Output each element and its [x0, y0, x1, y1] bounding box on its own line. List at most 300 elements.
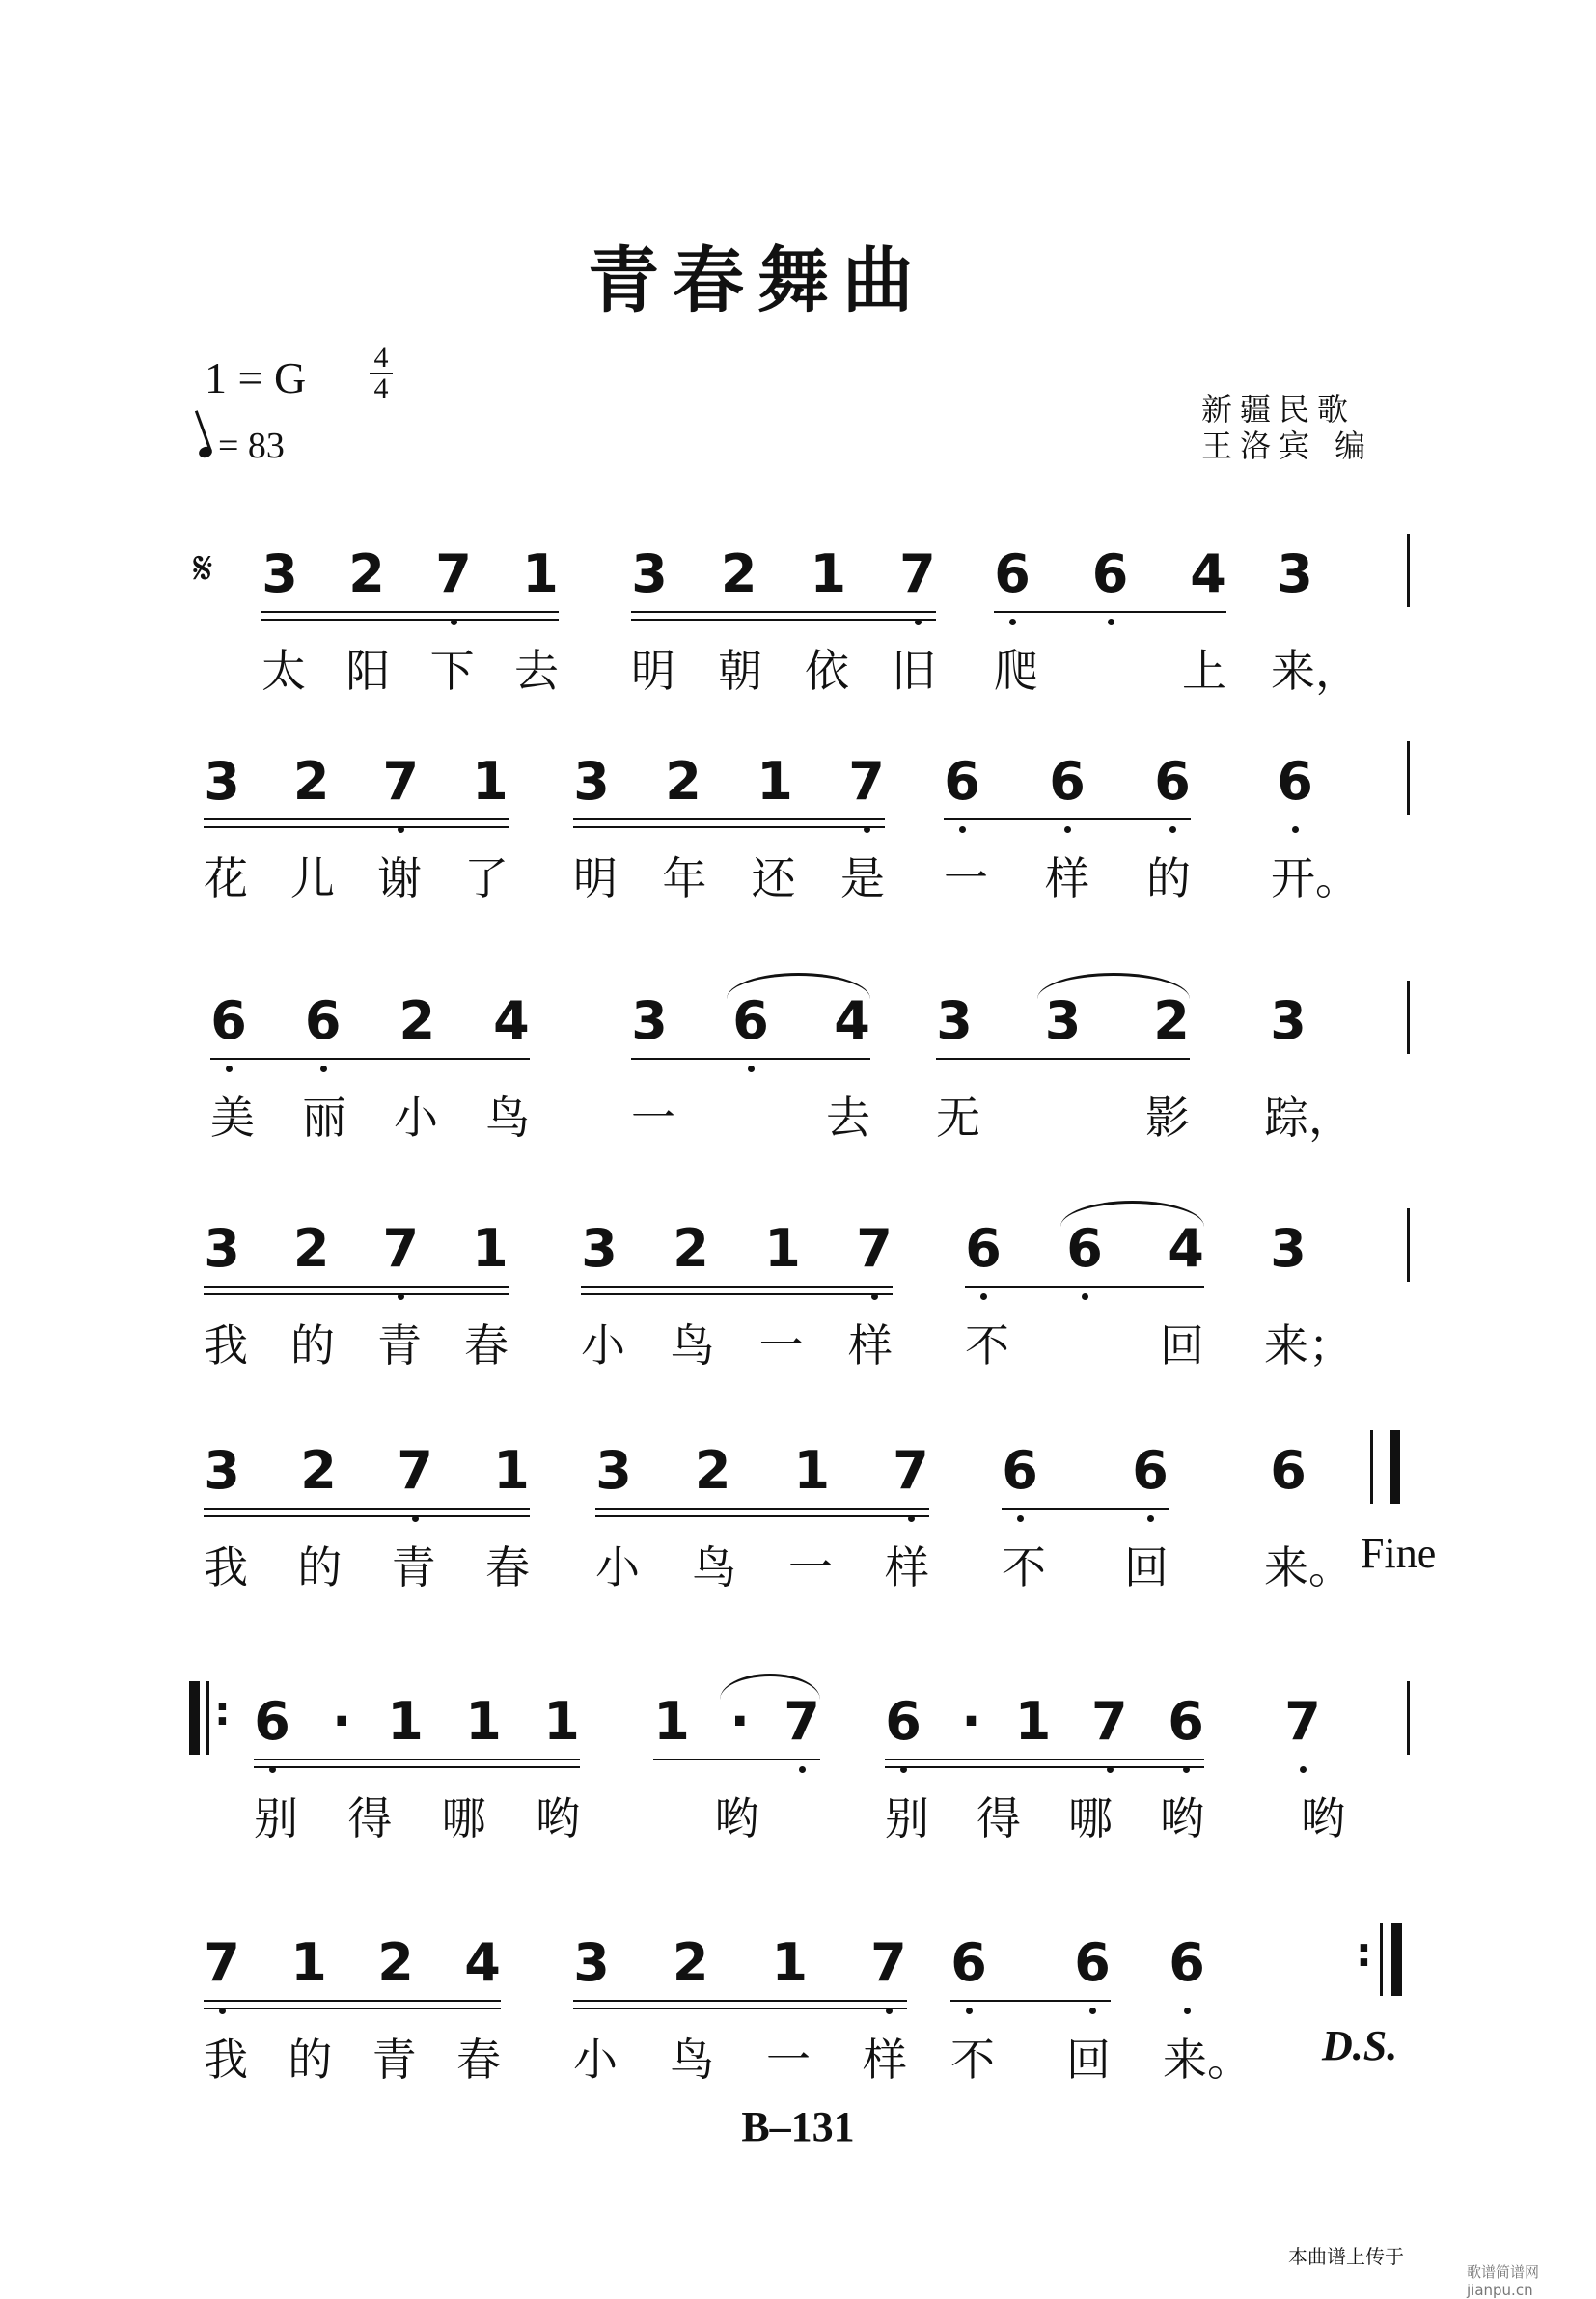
measure: [204, 1932, 501, 2086]
key-signature: 1 = G: [205, 353, 307, 402]
note: 6: [1049, 751, 1086, 812]
measure: [1163, 1932, 1252, 2086]
lyric: 的: [1146, 852, 1191, 904]
note: 6: [254, 1691, 290, 1752]
lyric: 不: [950, 2034, 995, 2086]
tempo-marking: [199, 425, 285, 467]
repeat-dots: :: [1356, 1928, 1372, 1976]
lyric: 我: [204, 1319, 248, 1371]
measure: [573, 1932, 907, 2086]
measure: [595, 1440, 929, 1593]
quarter-note-icon: [198, 445, 214, 459]
note: 2: [399, 990, 436, 1051]
note: 3: [204, 1440, 240, 1501]
lyric-line: [210, 1083, 530, 1147]
lyric-line: [631, 636, 936, 700]
beam-line: [595, 1515, 929, 1517]
barline: [1407, 741, 1410, 815]
watermark: 歌谱简谱网 jianpu.cn: [1467, 2263, 1540, 2299]
tempo-value: = 83: [218, 426, 285, 466]
note: 1: [387, 1691, 424, 1752]
note: 3: [581, 1218, 618, 1279]
note-group: [994, 543, 1226, 605]
song-title: 青春舞曲: [588, 239, 927, 322]
lyric-line: [573, 2025, 907, 2089]
lyric-line: [204, 1533, 530, 1596]
lyric: 来。: [1264, 1541, 1353, 1593]
measure: [1271, 751, 1360, 904]
note-group: [1270, 1218, 1347, 1280]
note: 6: [885, 1691, 922, 1752]
note: 2: [292, 751, 330, 812]
note: 3: [261, 543, 298, 604]
beam-line: [885, 1759, 1204, 1760]
measure: [1264, 1218, 1353, 1371]
note: 2: [300, 1440, 337, 1501]
note: 1: [757, 751, 793, 812]
beam-line: [210, 1058, 530, 1060]
note: 1: [793, 1440, 831, 1501]
note: 4: [1190, 543, 1226, 604]
lyric: 哟: [535, 1792, 580, 1844]
beam-line: [204, 1515, 530, 1517]
note: 3: [1270, 990, 1307, 1051]
note: 1: [465, 1691, 502, 1752]
note: ·: [961, 1691, 981, 1752]
note: 2: [672, 1932, 709, 1993]
credits: [1201, 391, 1373, 464]
beam-line: [581, 1293, 893, 1295]
lyric: 得: [977, 1792, 1021, 1844]
lyric: 样: [863, 2034, 907, 2086]
lyric-line: [1264, 1083, 1353, 1147]
segno-icon: 𝄋: [193, 541, 213, 596]
lyric-line: [653, 1784, 820, 1847]
note: 7: [1090, 1691, 1128, 1752]
note: 6: [1066, 1218, 1103, 1279]
note-group: [1169, 1932, 1246, 1994]
lyric: 春: [484, 1541, 530, 1593]
note: 7: [848, 751, 885, 812]
beam-line: [631, 619, 936, 621]
measure: [631, 543, 936, 697]
beam-line: [204, 1508, 530, 1510]
note: 4: [493, 990, 530, 1051]
beam-line: [950, 2000, 1111, 2002]
lyric: 的: [288, 2034, 333, 2086]
lyric: 鸟: [485, 1092, 530, 1144]
note: 6: [1154, 751, 1191, 812]
note: 1: [771, 1932, 809, 1993]
note-group: [653, 1691, 820, 1753]
lyric: 去: [826, 1092, 870, 1144]
note-group: [1284, 1691, 1362, 1753]
lyric: 鸟: [670, 1319, 715, 1371]
lyric: 青: [377, 1319, 422, 1371]
note: 2: [720, 543, 757, 604]
note-group: [944, 751, 1191, 813]
note: 1: [472, 1218, 509, 1279]
lyric-line: [944, 844, 1191, 907]
fine-marking: Fine: [1361, 1530, 1437, 1577]
measure: [210, 990, 530, 1144]
measure: [204, 751, 509, 904]
lyric: 回: [1160, 1319, 1204, 1371]
note-group: [573, 1932, 907, 1994]
note: 6: [1132, 1440, 1169, 1501]
note: 4: [834, 990, 870, 1051]
note: 6: [1002, 1440, 1038, 1501]
lyric-line: [573, 844, 885, 907]
note: 2: [348, 543, 385, 604]
lyric: 一: [788, 1541, 833, 1593]
lyric: 依: [805, 645, 849, 697]
note: 2: [1153, 990, 1190, 1051]
lyric: 小: [394, 1092, 438, 1144]
measure: [204, 1218, 509, 1371]
final-barline: [1390, 1430, 1400, 1504]
beam-line: [581, 1286, 893, 1288]
lyric: 我: [204, 1541, 248, 1593]
lyric: 春: [455, 2034, 501, 2086]
note: 3: [936, 990, 973, 1051]
note-group: [204, 751, 509, 813]
lyric: 谢: [377, 852, 422, 904]
note: 3: [595, 1440, 632, 1501]
measure: [631, 990, 870, 1144]
note: 1: [290, 1932, 327, 1993]
origin: 新疆民歌: [1201, 391, 1357, 428]
beam-line: [885, 1766, 1204, 1768]
note: 1: [764, 1218, 801, 1279]
note: 3: [204, 1218, 240, 1279]
measure: [1284, 1691, 1362, 1844]
note: 2: [292, 1218, 330, 1279]
beam-line: [254, 1766, 580, 1768]
lyric-line: [950, 2025, 1111, 2089]
note: 7: [382, 751, 420, 812]
lyric-line: [1163, 2025, 1252, 2089]
measure: [936, 990, 1190, 1144]
measure: [994, 543, 1226, 697]
note: 2: [377, 1932, 414, 1993]
repeat-start-barline: [189, 1681, 200, 1755]
note: 3: [573, 1932, 610, 1993]
lyric: 阳: [345, 645, 391, 697]
lyric: 影: [1145, 1092, 1190, 1144]
beam-line: [631, 611, 936, 613]
note: 6: [950, 1932, 987, 1993]
measure: [950, 1932, 1111, 2086]
lyric-line: [885, 1784, 1204, 1847]
beam-line: [254, 1759, 580, 1760]
barline: [1380, 1923, 1383, 1996]
arranger: 王洛宾 编: [1201, 428, 1374, 464]
measure: [1264, 990, 1353, 1144]
lyric: 无: [936, 1092, 980, 1144]
lyric: 了: [464, 852, 509, 904]
lyric: 哟: [1160, 1792, 1204, 1844]
page-number: B–131: [741, 2103, 855, 2150]
lyric: 踪，: [1264, 1092, 1353, 1144]
lyric: 来；: [1264, 1319, 1353, 1371]
lyric: 去: [513, 645, 559, 697]
lyric: 来，: [1271, 645, 1360, 697]
beam-line: [944, 818, 1191, 820]
measure: [261, 543, 559, 697]
lyric-line: [631, 1083, 870, 1147]
lyric-line: [936, 1083, 1190, 1147]
lyric: 春: [464, 1319, 509, 1371]
beam-line: [261, 611, 559, 613]
beam-line: [994, 611, 1226, 613]
lyric-line: [994, 636, 1226, 700]
lyric: 一: [758, 1319, 804, 1371]
score-row: [0, 541, 1596, 697]
lyric: 样: [847, 1319, 893, 1371]
score-row: [0, 990, 1596, 1144]
note-group: [254, 1691, 580, 1753]
lyric: 爬: [994, 645, 1038, 697]
lyric: 是: [839, 852, 885, 904]
note: 1: [810, 543, 847, 604]
beam-line: [573, 2008, 907, 2009]
lyric: 哟: [714, 1792, 759, 1844]
note: 7: [870, 1932, 907, 1993]
lyric: 明: [573, 852, 618, 904]
note: 7: [435, 543, 472, 604]
lyric: 不: [965, 1319, 1009, 1371]
lyric: 一: [766, 2034, 811, 2086]
repeat-dots: :: [214, 1687, 231, 1734]
lyric: 的: [297, 1541, 343, 1593]
note: 7: [1284, 1691, 1321, 1752]
note: 3: [204, 751, 240, 812]
measure: [573, 751, 885, 904]
repeat-start-thin: [206, 1681, 209, 1755]
note-group: [204, 1218, 509, 1280]
score-row: [0, 1218, 1596, 1371]
lyric: 下: [429, 645, 475, 697]
beam-line: [204, 2008, 501, 2009]
note: 3: [1277, 543, 1313, 604]
lyric-line: [1271, 636, 1360, 700]
note-group: [1277, 543, 1354, 605]
measure: [1271, 543, 1360, 697]
lyric: 回: [1124, 1541, 1169, 1593]
note: 7: [382, 1218, 420, 1279]
note-group: [1002, 1440, 1169, 1502]
beam-line: [653, 1759, 820, 1760]
note: 7: [784, 1691, 820, 1752]
note: 6: [732, 990, 769, 1051]
lyric: 花: [204, 852, 248, 904]
note: 1: [522, 543, 559, 604]
beam-line: [573, 2000, 907, 2002]
lyric-line: [204, 844, 509, 907]
note: 2: [694, 1440, 731, 1501]
note-group: [1277, 751, 1354, 813]
note: 1: [653, 1691, 690, 1752]
beam-line: [965, 1286, 1204, 1288]
lyric: 鸟: [670, 2034, 714, 2086]
beam-line: [204, 818, 509, 820]
measure: [581, 1218, 893, 1371]
lyric-line: [1264, 1311, 1353, 1374]
beam-line: [204, 1286, 509, 1288]
note-group: [210, 990, 530, 1052]
note: 4: [1168, 1218, 1204, 1279]
barline: [1407, 534, 1410, 607]
measure: [944, 751, 1191, 904]
note: ·: [332, 1691, 352, 1752]
lyric: 太: [261, 645, 306, 697]
beam-line: [936, 1058, 1190, 1060]
time-top: 4: [373, 342, 389, 374]
lyric: 一: [944, 852, 988, 904]
ds-marking: D.S.: [1322, 2022, 1398, 2069]
note: 2: [673, 1218, 709, 1279]
lyric-line: [595, 1533, 929, 1596]
lyric: 样: [1045, 852, 1089, 904]
measure: [965, 1218, 1204, 1371]
note: 7: [856, 1218, 893, 1279]
lyric: 回: [1066, 2034, 1111, 2086]
note-group: [1270, 1440, 1347, 1502]
slur: [1060, 1201, 1204, 1227]
lyric: 青: [391, 1541, 436, 1593]
score-row: [0, 1928, 1596, 2086]
measure: [885, 1691, 1204, 1844]
lyric: 开。: [1271, 852, 1360, 904]
lyric: 小: [581, 1319, 625, 1371]
barline: [1407, 981, 1410, 1054]
lyric-line: [965, 1311, 1204, 1374]
note: 2: [665, 751, 702, 812]
beam-line: [261, 619, 559, 621]
measure: [653, 1691, 820, 1844]
note: 1: [543, 1691, 580, 1752]
lyric: 明: [631, 645, 675, 697]
lyric: 青: [371, 2034, 417, 2086]
lyric: 旧: [892, 645, 936, 697]
score-row: [0, 1440, 1596, 1593]
note-group: [965, 1218, 1204, 1280]
slur: [727, 973, 870, 999]
note: 1: [1014, 1691, 1052, 1752]
lyric-line: [204, 1311, 509, 1374]
barline: [1407, 1208, 1410, 1282]
note: 7: [899, 543, 936, 604]
note: 3: [573, 751, 610, 812]
lyric: 来。: [1163, 2034, 1252, 2086]
beam-line: [573, 826, 885, 828]
note-group: [631, 990, 870, 1052]
lyric: 别: [254, 1792, 298, 1844]
repeat-end-barline: [1391, 1923, 1402, 1996]
note: 6: [994, 543, 1031, 604]
note-group: [204, 1440, 530, 1502]
note-group: [950, 1932, 1111, 1994]
note: 6: [304, 990, 342, 1051]
beam-line: [631, 1058, 870, 1060]
note: 6: [1270, 1440, 1307, 1501]
note: 6: [944, 751, 980, 812]
note-group: [936, 990, 1190, 1052]
note: 6: [1277, 751, 1313, 812]
beam-line: [204, 826, 509, 828]
lyric-line: [261, 636, 559, 700]
note-group: [581, 1218, 893, 1280]
beam-line: [204, 1293, 509, 1295]
note: 3: [1044, 990, 1082, 1051]
note: 1: [493, 1440, 530, 1501]
beam-line: [204, 2000, 501, 2002]
note-group: [885, 1691, 1204, 1753]
lyric-line: [254, 1784, 580, 1847]
note: 6: [1168, 1691, 1204, 1752]
measure: [1264, 1440, 1353, 1593]
lyric: 得: [347, 1792, 393, 1844]
measure: [254, 1691, 580, 1844]
note: 6: [1074, 1932, 1111, 1993]
lyric-line: [1264, 1533, 1353, 1596]
lyric: 哪: [1068, 1792, 1113, 1844]
note-group: [573, 751, 885, 813]
lyric: 样: [885, 1541, 929, 1593]
lyric: 年: [662, 852, 707, 904]
note: 3: [1270, 1218, 1307, 1279]
note: 1: [472, 751, 509, 812]
note: 6: [1091, 543, 1129, 604]
lyric-line: [1284, 1784, 1362, 1847]
barline: [1407, 1681, 1410, 1755]
score-row: [0, 1687, 1596, 1844]
slur: [720, 1674, 820, 1700]
lyric: 哟: [1301, 1792, 1345, 1844]
note: 6: [1169, 1932, 1205, 1993]
note: 3: [631, 543, 668, 604]
footer-text: 本曲谱上传于: [1288, 2245, 1404, 2268]
lyric: 朝: [718, 645, 762, 697]
measure: [1002, 1440, 1169, 1593]
beam-line: [1002, 1508, 1169, 1510]
note-group: [204, 1932, 501, 1994]
note-group: [595, 1440, 929, 1502]
slur: [1037, 973, 1190, 999]
note: 6: [210, 990, 247, 1051]
barline: [1370, 1430, 1373, 1504]
lyric: 小: [595, 1541, 640, 1593]
lyric-line: [581, 1311, 893, 1374]
lyric: 鸟: [692, 1541, 736, 1593]
time-bottom: 4: [373, 373, 389, 404]
note: ·: [729, 1691, 751, 1752]
note-group: [261, 543, 559, 605]
lyric: 儿: [290, 852, 335, 904]
lyric: 哪: [441, 1792, 486, 1844]
note: 7: [893, 1440, 929, 1501]
lyric: 丽: [302, 1092, 346, 1144]
lyric: 不: [1002, 1541, 1046, 1593]
lyric-line: [1271, 844, 1360, 907]
measure: [204, 1440, 530, 1593]
lyric: 上: [1182, 645, 1226, 697]
note: 4: [464, 1932, 501, 1993]
note-group: [631, 543, 936, 605]
note: 6: [965, 1218, 1002, 1279]
lyric: 别: [885, 1792, 929, 1844]
